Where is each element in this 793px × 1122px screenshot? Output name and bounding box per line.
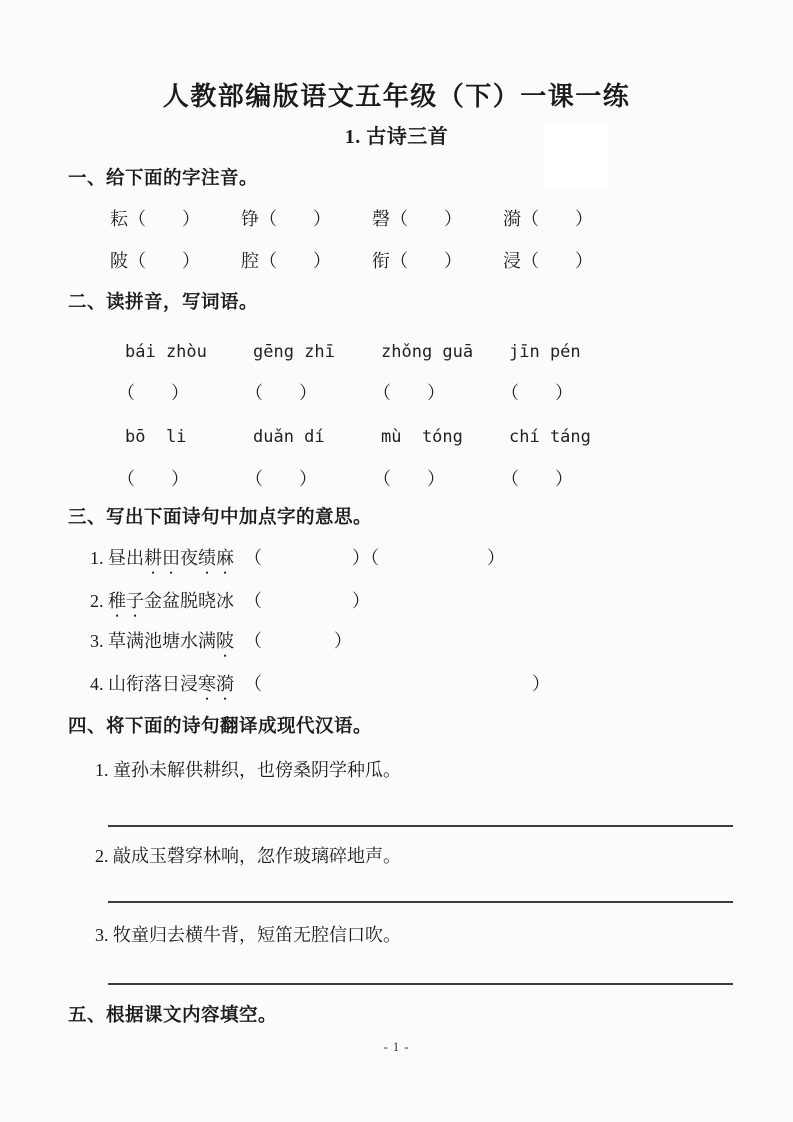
answer-blank-line (108, 901, 733, 903)
item-text: 4. 山衔落日浸 (90, 674, 198, 694)
dotted-char-item-1 (90, 545, 763, 578)
dotted-char-item-2 (90, 588, 763, 621)
paren-cell: （ ） (501, 469, 573, 489)
section-5-heading: 五、根据课文内容填空。 (68, 1006, 278, 1026)
paren-cell: （ ） (245, 469, 317, 489)
annotation-cell: 铮（ ） (241, 209, 331, 229)
answer-blank-line (108, 825, 733, 827)
annotation-cell: 浸（ ） (503, 251, 593, 271)
item-text: 1. 昼出 (90, 548, 144, 568)
annotation-cell: 耘（ ） (110, 209, 200, 229)
pinyin-cell: gēng zhī (253, 342, 335, 362)
section-1-heading: 一、给下面的字注音。 (68, 169, 259, 189)
pinyin-cell: zhǒng guā (381, 342, 474, 362)
answer-blank-line (108, 983, 733, 985)
page-number: - 1 - (383, 1040, 410, 1054)
pinyin-row-2 (117, 424, 793, 450)
answer-parens: （ ） (244, 631, 352, 651)
dotted-chars: 绩麻 (198, 548, 234, 568)
translation-item-2: 2. 敲成玉磬穿林响，忽作玻璃碎地声。 (95, 846, 401, 866)
paren-cell: （ ） (245, 383, 317, 403)
dotted-chars: 陂 (216, 631, 234, 651)
annotation-row-1 (110, 206, 793, 232)
answer-parens: （ ） (244, 591, 370, 611)
answer-parens: （ ）（ ） (244, 548, 505, 568)
annotation-row-2 (110, 248, 793, 274)
dotted-char-item-4 (90, 671, 763, 704)
answer-parens: （ ） (244, 674, 550, 694)
paren-cell: （ ） (117, 383, 189, 403)
translation-item-3: 3. 牧童归去横牛背，短笛无腔信口吹。 (95, 925, 401, 945)
annotation-cell: 衔（ ） (372, 251, 462, 271)
paren-cell: （ ） (373, 383, 445, 403)
annotation-cell: 漪（ ） (503, 209, 593, 229)
paren-cell: （ ） (373, 469, 445, 489)
page-title: 人教部编版语文五年级（下）一课一练 (162, 82, 631, 111)
translation-item-1: 1. 童孙未解供耕织，也傍桑阴学种瓜。 (95, 760, 401, 780)
item-text: 金盆脱晓冰 (144, 591, 234, 611)
pinyin-cell: chí táng (509, 427, 591, 447)
dotted-char-item-3 (90, 628, 763, 661)
pinyin-cell: duǎn dí (253, 427, 325, 447)
lesson-subtitle: 1. 古诗三首 (344, 126, 449, 148)
paren-cell: （ ） (117, 469, 189, 489)
paren-cell: （ ） (501, 383, 573, 403)
answer-paren-row-2 (117, 466, 793, 492)
pinyin-cell: bō li (125, 427, 187, 447)
pinyin-cell: bái zhòu (125, 342, 207, 362)
pinyin-row-1 (117, 339, 793, 365)
section-3-heading: 三、写出下面诗句中加点字的意思。 (68, 508, 373, 528)
section-2-heading: 二、读拼音，写词语。 (68, 293, 259, 313)
section-4-heading: 四、将下面的诗句翻译成现代汉语。 (68, 717, 373, 737)
answer-paren-row-1 (117, 380, 793, 406)
item-text: 3. 草满池塘水满 (90, 631, 216, 651)
annotation-cell: 陂（ ） (110, 251, 200, 271)
pinyin-cell: mù tóng (381, 427, 463, 447)
dotted-chars: 稚子 (108, 591, 144, 611)
item-text: 2. (90, 591, 108, 611)
pinyin-cell: jīn pén (509, 342, 581, 362)
annotation-cell: 磬（ ） (372, 209, 462, 229)
dotted-chars: 寒漪 (198, 674, 234, 694)
annotation-cell: 腔（ ） (241, 251, 331, 271)
item-text: 夜 (180, 548, 198, 568)
dotted-chars: 耕田 (144, 548, 180, 568)
